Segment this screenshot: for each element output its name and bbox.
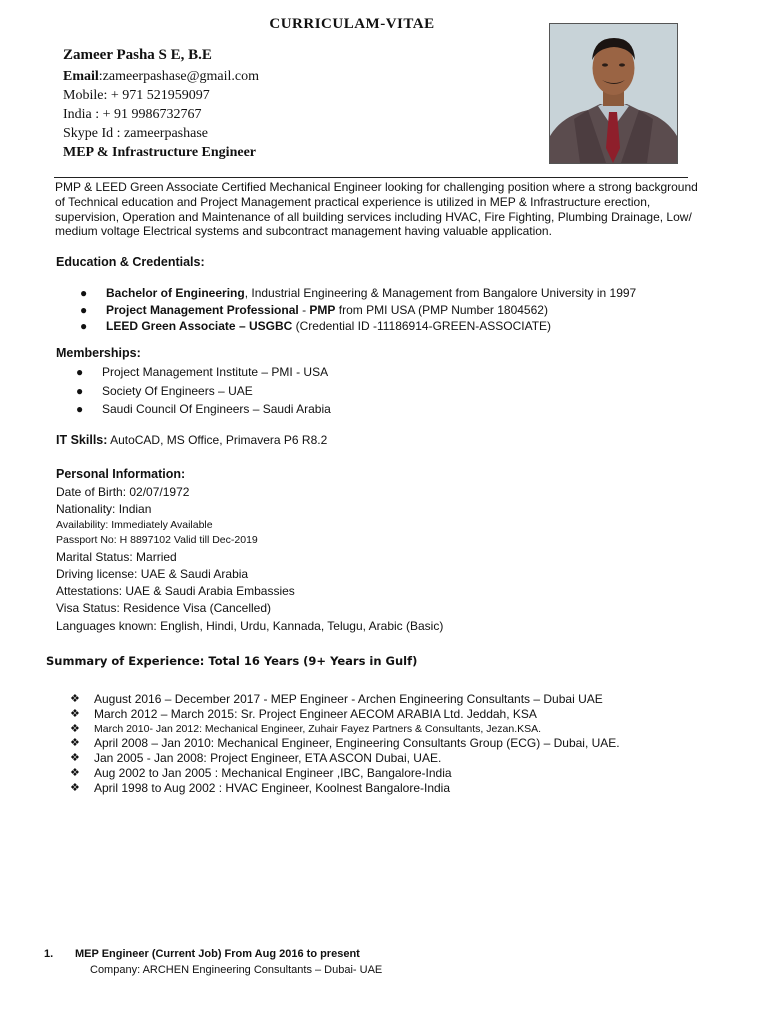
diamond-bullet-icon: ❖ — [70, 766, 80, 779]
email-line — [63, 67, 259, 86]
list-item — [68, 736, 620, 751]
job-number: 1. — [44, 948, 54, 960]
credential-acronym: PMP — [309, 302, 336, 317]
languages-line: Languages known: English, Hindi, Urdu, Kannada, Telugu, Arabic (Basic) — [56, 619, 444, 633]
contact-block — [63, 46, 259, 162]
experience-heading: Summary of Experience: Total 16 Years (9+ Years in Gulf) — [46, 654, 418, 668]
dob-line: Date of Birth: 02/07/1972 — [56, 485, 190, 499]
job-role: MEP & Infrastructure Engineer — [63, 145, 256, 160]
job-title: MEP Engineer (Current Job) From Aug 2016 to present — [75, 948, 360, 960]
diamond-bullet-icon: ❖ — [70, 707, 80, 720]
list-item — [76, 382, 331, 401]
document-title: CURRICULAM-VITAE — [269, 16, 435, 32]
list-item — [68, 751, 620, 766]
driving-line: Driving license: UAE & Saudi Arabia — [56, 567, 249, 581]
diamond-bullet-icon: ❖ — [70, 752, 80, 765]
credential-detail: (Credential ID -11186914-GREEN-ASSOCIATE) — [292, 319, 552, 333]
bullet-dot-icon: ● — [76, 383, 84, 398]
list-item — [76, 363, 331, 382]
india-phone-line: India : + 91 9986732767 — [63, 107, 202, 122]
experience-text: August 2016 – December 2017 - MEP Engineer - Archen Engineering Consultants – Dubai UAE — [94, 692, 603, 706]
bullet-dot-icon: ● — [76, 365, 84, 379]
experience-text: Jan 2005 - Jan 2008: Project Engineer, ETA ASCON Dubai, UAE. — [94, 751, 442, 766]
candidate-name: Zameer Pasha S E, B.E — [63, 47, 212, 63]
credential-separator: - — [298, 302, 310, 317]
experience-text: March 2010- Jan 2012: Mechanical Engineer, Zuhair Fayez Partners & Consultants, Jezan.KSA. — [94, 722, 542, 735]
education-heading: Education & Credentials: — [56, 255, 205, 269]
membership-text: Project Management Institute – PMI - USA — [102, 365, 329, 379]
personal-heading: Personal Information: — [56, 467, 186, 481]
list-item — [80, 302, 636, 319]
credential-title: LEED Green Associate – USGBC — [106, 319, 293, 333]
profile-photo — [549, 23, 678, 164]
experience-text: April 2008 – Jan 2010: Mechanical Engineer, Engineering Consultants Group (ECG) – Dubai, UAE. — [94, 736, 620, 751]
list-item — [68, 722, 620, 737]
memberships-list — [76, 363, 331, 419]
credential-title: Bachelor of Engineering — [106, 286, 245, 300]
membership-text: Society Of Engineers – UAE — [102, 383, 253, 398]
memberships-heading: Memberships: — [56, 346, 141, 360]
mobile-line: Mobile: + 971 521959097 — [63, 88, 210, 103]
profile-summary: PMP & LEED Green Associate Certified Mechanical Engineer looking for challenging position where a strong background of Technical education and Project Management practical experience is utilized in MEP & Infrastructure erection, supervision, Operation and Maintenance of all building services including HVAC, Fire Fighting, Plumbing Drainage, Low/ medium voltage Electrical systems and subcontract management having valuable application. — [55, 180, 698, 239]
bullet-dot-icon: ● — [80, 319, 88, 333]
list-item — [68, 707, 620, 722]
visa-line: Visa Status: Residence Visa (Cancelled) — [56, 601, 272, 615]
list-item — [80, 285, 636, 302]
bullet-dot-icon: ● — [80, 302, 88, 317]
job-company: Company: ARCHEN Engineering Consultants – Dubai- UAE — [90, 964, 383, 976]
nationality-line: Nationality: Indian — [56, 502, 152, 516]
credential-detail: , Industrial Engineering & Management from Bangalore University in 1997 — [244, 286, 637, 300]
skype-line: Skype Id : zameerpashase — [63, 126, 208, 141]
attestations-line: Attestations: UAE & Saudi Arabia Embassies — [56, 584, 295, 598]
experience-text: Aug 2002 to Jan 2005 : Mechanical Engineer ,IBC, Bangalore-India — [94, 765, 452, 780]
header-divider — [54, 177, 688, 178]
diamond-bullet-icon: ❖ — [70, 722, 80, 735]
list-item — [80, 318, 636, 335]
list-item — [68, 692, 620, 707]
diamond-bullet-icon: ❖ — [70, 737, 80, 750]
experience-list — [68, 692, 620, 796]
experience-text: March 2012 – March 2015: Sr. Project Engineer AECOM ARABIA Ltd. Jeddah, KSA — [94, 706, 537, 721]
list-item — [76, 400, 331, 419]
diamond-bullet-icon: ❖ — [70, 693, 80, 705]
portrait-image — [550, 24, 677, 163]
experience-text: April 1998 to Aug 2002 : HVAC Engineer, Koolnest Bangalore-India — [94, 780, 451, 795]
availability-line: Availability: Immediately Available — [56, 519, 213, 531]
list-item — [68, 781, 620, 796]
bullet-dot-icon: ● — [80, 286, 88, 300]
passport-line: Passport No: H 8897102 Valid till Dec-2019 — [56, 534, 258, 546]
education-list — [80, 285, 636, 335]
email-value: :zameerpashase@gmail.com — [98, 69, 259, 84]
credential-title: Project Management Professional — [106, 302, 299, 317]
bullet-dot-icon: ● — [76, 402, 84, 416]
marital-line: Marital Status: Married — [56, 550, 177, 564]
list-item — [68, 766, 620, 781]
email-label: Email — [63, 69, 99, 84]
diamond-bullet-icon: ❖ — [70, 781, 80, 794]
credential-detail: from PMI USA (PMP Number 1804562) — [335, 302, 548, 317]
it-skills-label: IT Skills: — [56, 433, 108, 447]
membership-text: Saudi Council Of Engineers – Saudi Arabia — [102, 402, 331, 416]
it-skills-line — [56, 433, 327, 447]
it-skills-value: AutoCAD, MS Office, Primavera P6 R8.2 — [107, 433, 328, 447]
